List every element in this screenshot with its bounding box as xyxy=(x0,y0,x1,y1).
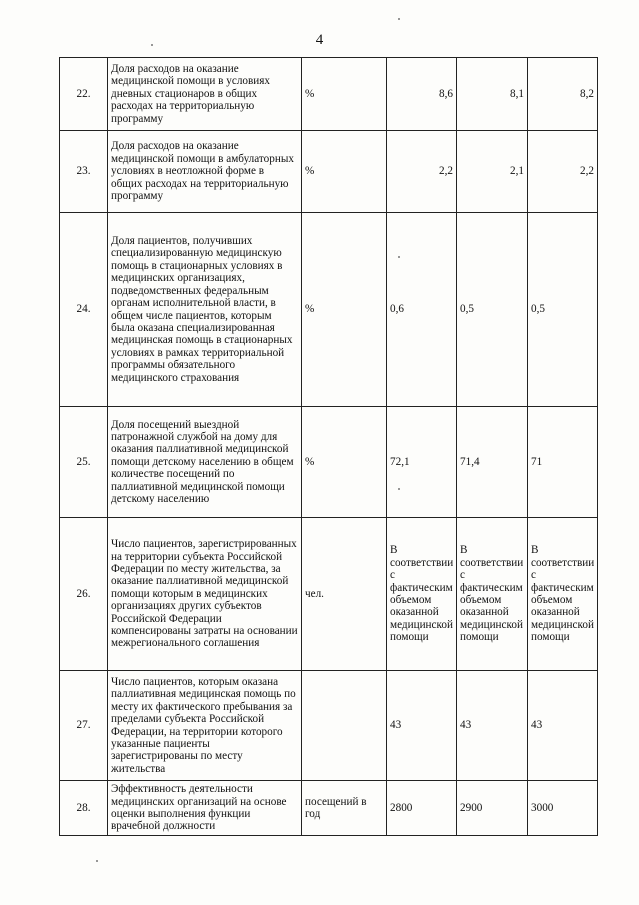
value-year-2: 2,1 xyxy=(457,131,528,213)
row-number: 24. xyxy=(60,213,108,407)
value-year-3: 8,2 xyxy=(528,58,598,131)
indicator-name: Эффективность деятельности медицинских организаций на основе оценки выполнения функции врачебной должности xyxy=(108,781,302,836)
scan-speck xyxy=(398,488,400,490)
unit-cell: % xyxy=(302,407,387,518)
value-year-3: В соответствии с фактическим объемом оказанной медицинской помощи xyxy=(528,518,598,671)
row-number: 22. xyxy=(60,58,108,131)
scan-speck xyxy=(96,860,98,862)
value-year-2: 71,4 xyxy=(457,407,528,518)
value-year-3: 2,2 xyxy=(528,131,598,213)
unit-cell: % xyxy=(302,58,387,131)
value-year-2: В соответствии с фактическим объемом оказанной медицинской помощи xyxy=(457,518,528,671)
scan-speck xyxy=(398,256,400,258)
scan-speck xyxy=(398,18,400,20)
row-number: 28. xyxy=(60,781,108,836)
table-row-26 xyxy=(60,518,598,671)
table-row-24 xyxy=(60,213,598,407)
indicator-name: Число пациентов, которым оказана паллиативная медицинская помощь по месту их фактического пребывания за пределами субъекта Российской Федерации, на территории которого указанные пациенты зарегистрированы по месту жительства xyxy=(108,671,302,781)
unit-cell xyxy=(302,671,387,781)
indicators-table xyxy=(59,57,598,836)
value-year-1: 72,1 xyxy=(387,407,457,518)
row-number: 26. xyxy=(60,518,108,671)
table-row-28 xyxy=(60,781,598,836)
value-year-3: 71 xyxy=(528,407,598,518)
value-year-1: В соответствии с фактическим объемом оказанной медицинской помощи xyxy=(387,518,457,671)
row-number: 27. xyxy=(60,671,108,781)
indicator-name: Доля расходов на оказание медицинской помощи в амбулаторных условиях в неотложной форме в общих расходах на территориальную программу xyxy=(108,131,302,213)
unit-cell: посещений в год xyxy=(302,781,387,836)
row-number: 23. xyxy=(60,131,108,213)
value-year-3: 3000 xyxy=(528,781,598,836)
value-year-2: 8,1 xyxy=(457,58,528,131)
indicator-name: Доля посещений выездной патронажной службой на дому для оказания паллиативной медицинской помощи детскому населению в общем количестве посещений по паллиативной медицинской помощи детскому населению xyxy=(108,407,302,518)
unit-cell: чел. xyxy=(302,518,387,671)
scan-speck xyxy=(151,44,153,46)
table-row-22 xyxy=(60,58,598,131)
table-row-25 xyxy=(60,407,598,518)
indicator-name: Доля расходов на оказание медицинской помощи в условиях дневных стационаров в общих расходах на территориальную программу xyxy=(108,58,302,131)
value-year-1: 8,6 xyxy=(387,58,457,131)
value-year-3: 43 xyxy=(528,671,598,781)
value-year-2: 0,5 xyxy=(457,213,528,407)
value-year-1: 2,2 xyxy=(387,131,457,213)
indicator-name: Доля пациентов, получивших специализированную медицинскую помощь в стационарных условиях в медицинских организациях, подведомственных федеральным органам исполнительной власти, в общем числе пациентов, которым была оказана специализированная медицинская помощь в стационарных условиях в рамках территориальной программы обязательного медицинского страхования xyxy=(108,213,302,407)
row-number: 25. xyxy=(60,407,108,518)
value-year-1: 43 xyxy=(387,671,457,781)
indicator-name: Число пациентов, зарегистрированных на территории субъекта Российской Федерации по месту жительства, за оказание паллиативной медицинской помощи которым в медицинских организациях других субъектов Российской Федерации компенсированы затраты на основании межрегионального соглашения xyxy=(108,518,302,671)
value-year-1: 0,6 xyxy=(387,213,457,407)
table-row-23 xyxy=(60,131,598,213)
table-row-27 xyxy=(60,671,598,781)
value-year-2: 43 xyxy=(457,671,528,781)
unit-cell: % xyxy=(302,213,387,407)
value-year-1: 2800 xyxy=(387,781,457,836)
unit-cell: % xyxy=(302,131,387,213)
value-year-2: 2900 xyxy=(457,781,528,836)
page-number: 4 xyxy=(315,32,324,48)
value-year-3: 0,5 xyxy=(528,213,598,407)
